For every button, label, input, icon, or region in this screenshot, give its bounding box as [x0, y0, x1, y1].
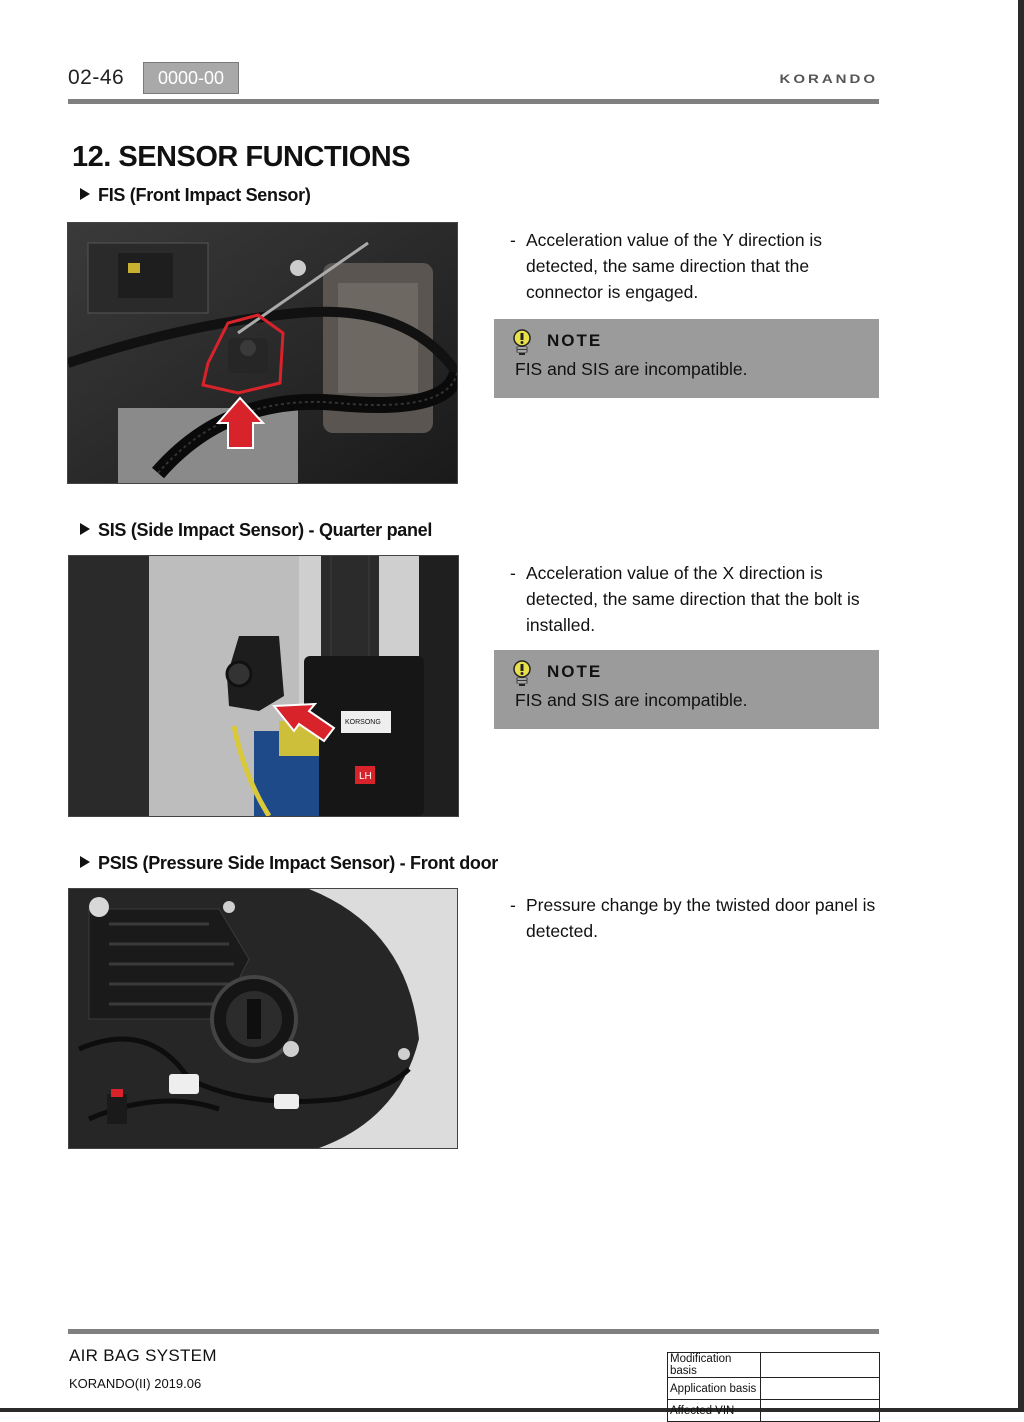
header-divider [68, 99, 879, 104]
sis-description: - Acceleration value of the X direction is detected, the same direction that the bolt is installed. [510, 563, 860, 635]
section-heading-fis: FIS (Front Impact Sensor) [80, 185, 311, 206]
note-label: NOTE [547, 331, 603, 350]
triangle-bullet-icon [80, 523, 90, 535]
page-edge-right [1018, 0, 1024, 1412]
note-label: NOTE [547, 662, 603, 681]
note-bulb-icon [510, 659, 534, 687]
lh-tag: LH [359, 771, 372, 782]
sis-photo [68, 555, 459, 817]
fis-photo [67, 222, 458, 484]
note-bulb-icon [510, 328, 534, 356]
table-row: Affected VIN [668, 1400, 880, 1422]
table-row: Application basis [668, 1378, 880, 1400]
psis-photo [68, 888, 458, 1149]
note-text: FIS and SIS are incompatible. [515, 690, 748, 710]
section-code-badge: 0000-00 [143, 62, 239, 94]
brand-logo: KORANDO [779, 72, 878, 87]
footer-system-name: AIR BAG SYSTEM [69, 1346, 217, 1365]
triangle-bullet-icon [80, 856, 90, 868]
svg-text:KORSONG: KORSONG [345, 719, 381, 726]
fis-description: - Acceleration value of the Y direction is detected, the same direction that the connector is engaged. [510, 230, 823, 302]
sis-note-box [494, 650, 879, 729]
footer-model-date: KORANDO(II) 2019.06 [69, 1376, 202, 1391]
page-number: 02-46 [68, 66, 125, 89]
triangle-bullet-icon [80, 188, 90, 200]
footer-divider [68, 1329, 879, 1334]
table-row: Modification basis [668, 1353, 880, 1378]
note-text: FIS and SIS are incompatible. [515, 359, 748, 379]
section-heading-sis: SIS (Side Impact Sensor) - Quarter panel [80, 520, 432, 541]
section-heading-psis: PSIS (Pressure Side Impact Sensor) - Front door [80, 853, 498, 874]
page-title: 12. SENSOR FUNCTIONS [72, 141, 411, 173]
psis-description: - Pressure change by the twisted door panel is detected. [510, 895, 876, 941]
fis-note-box [494, 319, 879, 398]
